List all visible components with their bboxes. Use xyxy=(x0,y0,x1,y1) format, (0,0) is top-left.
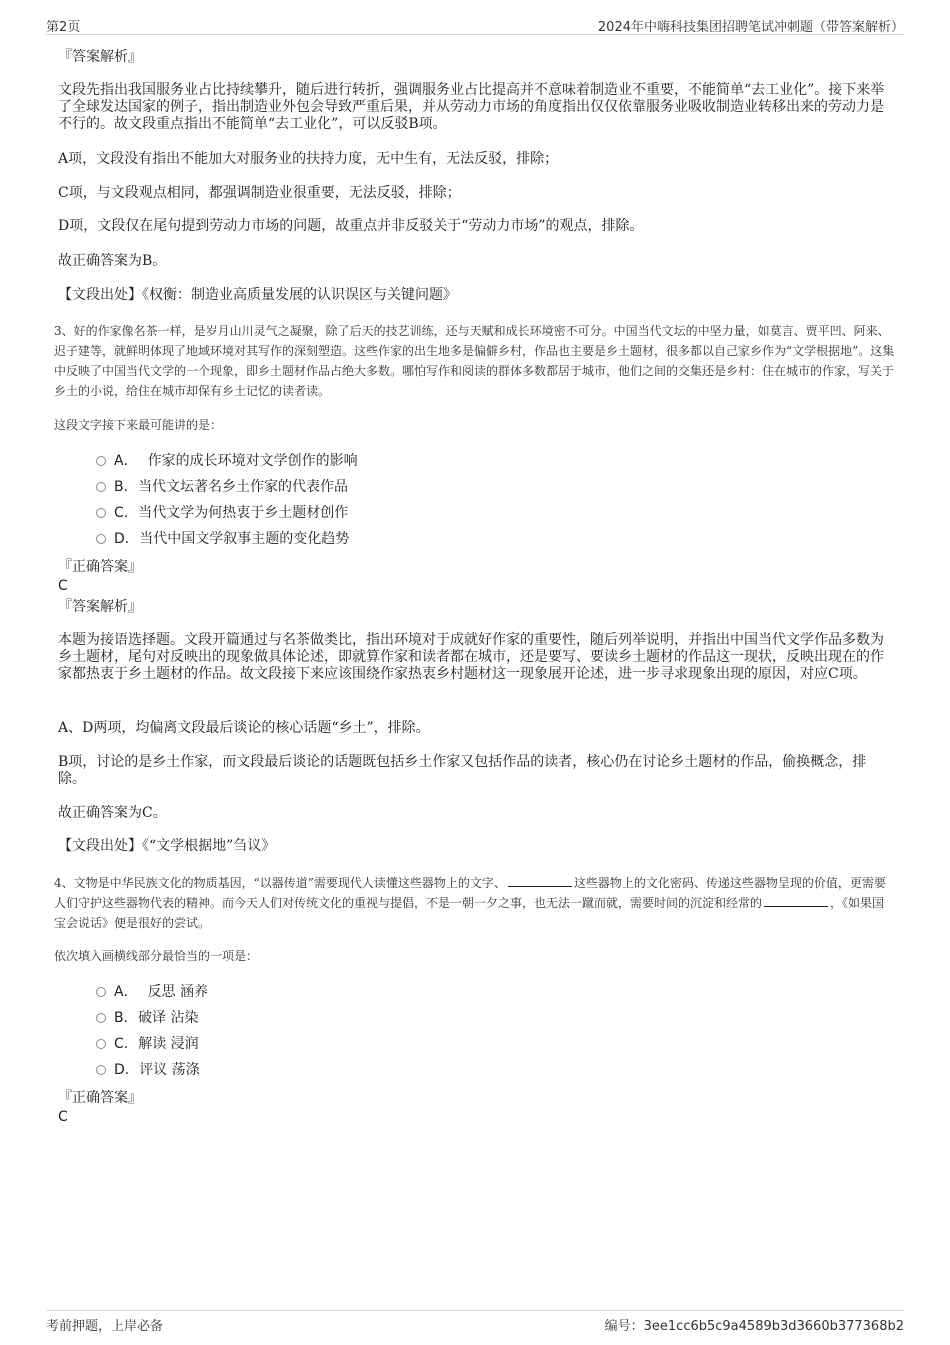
q3-analysis: 本题为接语选择题。文段开篇通过与名茶做类比，指出环境对于成就好作家的重要性，随后列举说明，并指出中国当代文学作品多数为乡土题材，尾句对反映出的现象做具体论述，即就算作家和读者都在城市，还是要写、要读乡土题材的作品这一现状，反映出现在的作家都热衷于乡土题材的作品。故文段接下来应该围绕作家热衷乡村题材这一现象展开论述，进一步寻求现象出现的原因，对应C项。 xyxy=(58,632,884,682)
q3-correct-answer: C xyxy=(58,578,68,594)
option-text: 当代中国文学叙事主题的变化趋势 xyxy=(139,531,350,547)
radio-icon[interactable] xyxy=(96,1039,106,1049)
option-key: B. xyxy=(114,1010,129,1026)
radio-icon[interactable] xyxy=(96,534,106,544)
option-text: 解读 浸润 xyxy=(138,1036,199,1052)
option-key: A． xyxy=(114,453,138,469)
radio-icon[interactable] xyxy=(96,1013,106,1023)
footer-serial: 编号：3ee1cc6b5c9a4589b3d3660b377368b2 xyxy=(604,1319,904,1334)
q3-prompt: 这段文字接下来最可能讲的是： xyxy=(54,418,223,432)
document-title: 2024年中嗨科技集团招聘笔试冲刺题（带答案解析） xyxy=(597,20,904,35)
q4-option-d[interactable] xyxy=(96,1061,200,1079)
page-footer xyxy=(46,1310,904,1335)
radio-icon[interactable] xyxy=(96,482,106,492)
q3-correct-label: 『正确答案』 xyxy=(58,559,142,575)
q4-option-a[interactable] xyxy=(96,983,208,1001)
radio-icon[interactable] xyxy=(96,1065,106,1075)
option-text: 作家的成长环境对文学创作的影响 xyxy=(147,453,358,469)
q3-option-b[interactable] xyxy=(96,478,348,496)
q4-stem-part2: 这些器物上的文化密码、传递这些器物呈现的价值，更需要人们守护这些器物代表的精神。而今天人们对传统文化的重视与提倡，不是一朝一夕之事，也无法一蹴而就，需要时间的沉淀和经常的 xyxy=(54,876,886,910)
q2-source: 【文段出处】《权衡：制造业高质量发展的认识误区与关键问题》 xyxy=(58,287,457,303)
option-text: 评议 荡涤 xyxy=(139,1062,200,1078)
option-key: A． xyxy=(114,984,138,1000)
q3-analysis-label: 『答案解析』 xyxy=(58,599,142,615)
q3-conclusion: 故正确答案为C。 xyxy=(58,805,167,821)
option-key: D. xyxy=(114,531,130,547)
page-header xyxy=(46,14,904,35)
option-key: D. xyxy=(114,1062,130,1078)
page-number: 第2页 xyxy=(46,20,81,35)
option-text: 破译 沾染 xyxy=(138,1010,199,1026)
q4-stem xyxy=(54,873,896,933)
option-key: B. xyxy=(114,479,129,495)
q2-conclusion: 故正确答案为B。 xyxy=(58,253,167,269)
radio-icon[interactable] xyxy=(96,987,106,997)
q2-analysis-label: 『答案解析』 xyxy=(58,49,142,65)
q4-stem-part1: 4、文物是中华民族文化的物质基因，“以器传道”需要现代人读懂这些器物上的文字、 xyxy=(54,876,506,890)
q2-option-a-explanation: A项，文段没有指出不能加大对服务业的扶持力度，无中生有，无法反驳，排除； xyxy=(58,151,559,167)
q4-option-b[interactable] xyxy=(96,1009,199,1027)
q3-option-d[interactable] xyxy=(96,530,349,548)
q2-option-d-explanation: D项，文段仅在尾句提到劳动力市场的问题，故重点并非反驳关于“劳动力市场”的观点，排除。 xyxy=(58,218,644,234)
footer-slogan: 考前押题，上岸必备 xyxy=(46,1319,164,1334)
q4-prompt: 依次填入画横线部分最恰当的一项是： xyxy=(54,949,259,963)
option-text: 当代文学为何热衷于乡土题材创作 xyxy=(138,505,349,521)
q3-option-b-explanation: B项，讨论的是乡土作家，而文段最后谈论的话题既包括乡土作家又包括作品的读者，核心仍在讨论乡土题材的作品，偷换概念，排除。 xyxy=(58,754,867,787)
q3-source: 【文段出处】《“文学根据地”刍议》 xyxy=(58,838,276,854)
radio-icon[interactable] xyxy=(96,456,106,466)
radio-icon[interactable] xyxy=(96,508,106,518)
option-key: C. xyxy=(114,1036,129,1052)
option-text: 反思 涵养 xyxy=(147,984,209,1000)
q3-option-c[interactable] xyxy=(96,504,348,522)
q2-option-c-explanation: C项，与文段观点相同，都强调制造业很重要，无法反驳，排除； xyxy=(58,185,461,201)
q4-correct-label: 『正确答案』 xyxy=(58,1090,142,1106)
q2-analysis: 文段先指出我国服务业占比持续攀升，随后进行转折，强调服务业占比提高并不意味着制造业不重要，不能简单“去工业化”。接下来举了全球发达国家的例子，指出制造业外包会导致严重后果，并从劳动力市场的角度指出仅仅依靠服务业吸收制造业转移出来的劳动力是不行的。故文段重点指出不能简单“去工业化”，可以反驳B项。 xyxy=(58,82,885,132)
q3-option-a[interactable] xyxy=(96,452,358,470)
option-key: C. xyxy=(114,505,129,521)
q4-correct-answer: C xyxy=(58,1109,68,1125)
blank-line-2 xyxy=(764,895,828,907)
q3-option-ad-explanation: A、D两项，均偏离文段最后谈论的核心话题“乡土”，排除。 xyxy=(58,720,430,736)
q3-stem: 3、好的作家像名茶一样，是岁月山川灵气之凝聚，除了后天的技艺训练，还与天赋和成长环境密不可分。中国当代文坛的中坚力量，如莫言、贾平凹、阿来、迟子建等，就鲜明体现了地域环境对其写作的深刻塑造。这些作家的出生地多是偏僻乡村，作品也主要是乡土题材，很多都以自己家乡作为“文学根据地”。这集中反映了中国当代文学的一个现象，即乡土题材作品占绝大多数。哪怕写作和阅读的群体多数都居于城市，他们之间的交集还是乡村：住在城市的作家，写关于乡土的小说，给住在城市却保有乡土记忆的读者读。 xyxy=(54,324,895,398)
q4-option-c[interactable] xyxy=(96,1035,199,1053)
blank-line-1 xyxy=(508,875,572,887)
q4-stem-part3: ，《如果国宝会说话》便是很好的尝试。 xyxy=(54,896,885,930)
option-text: 当代文坛著名乡土作家的代表作品 xyxy=(138,479,349,495)
